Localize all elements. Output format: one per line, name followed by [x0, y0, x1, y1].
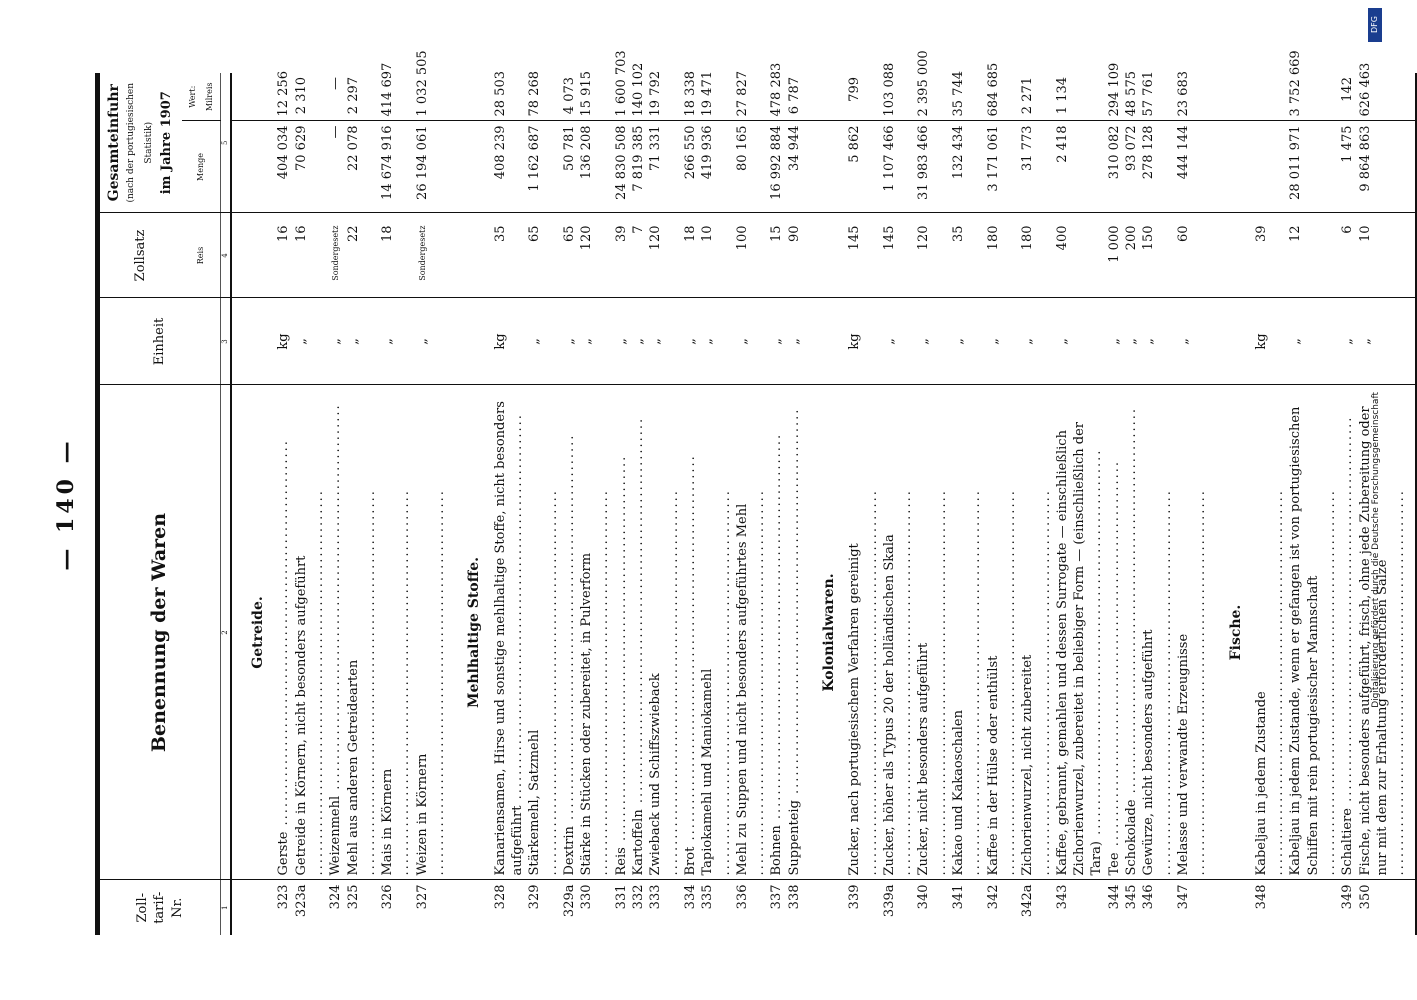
table-row [327, 73, 344, 935]
table-row [985, 73, 1020, 935]
duty-rate: 10 [1357, 213, 1416, 298]
unit: „ [1339, 298, 1356, 385]
import-quantity: 1 107 466 [881, 121, 916, 213]
header-value: Wert: Milreis [187, 82, 214, 112]
unit: kg [275, 298, 292, 385]
section-spacer [448, 298, 491, 385]
table-row [881, 73, 916, 935]
unit: „ [768, 298, 785, 385]
duty-rate: Sondergesetz [327, 213, 344, 298]
tariff-number: 324 [327, 880, 344, 935]
duty-rate: 400 [1054, 213, 1106, 298]
unit: „ [414, 298, 449, 385]
section-title: Getreide. [231, 385, 275, 880]
unit: „ [630, 298, 647, 385]
duty-rate: 145 [881, 213, 916, 298]
goods-description: Weizen in Körnern ..... [414, 385, 449, 880]
table-row [1019, 73, 1054, 935]
import-value: 2 297 [345, 76, 361, 115]
unit: „ [1287, 298, 1339, 385]
duty-rate: 100 [734, 213, 769, 298]
unit: „ [1054, 298, 1106, 385]
import-value: 684 685 [985, 62, 1001, 117]
import-quantity: 80 165 [734, 121, 769, 213]
import-value: 103 088 [881, 62, 897, 117]
table-row [1123, 73, 1140, 935]
section-spacer [231, 73, 275, 121]
section-spacer [1210, 121, 1253, 213]
duty-rate: 10 [699, 213, 734, 298]
goods-description: Zichorienwurzel, nicht zubereitet ..... [1019, 385, 1054, 880]
duty-rate: 65 [526, 213, 561, 298]
section-spacer [448, 213, 491, 298]
unit: „ [734, 298, 769, 385]
unit: „ [293, 298, 328, 385]
unit: „ [1019, 298, 1054, 385]
import-quantity: 26 194 061 [414, 121, 449, 213]
goods-description: Kartoffeln ..... [630, 385, 647, 880]
duty-rate: 22 [345, 213, 380, 298]
duty-rate: 7 [630, 213, 647, 298]
goods-description: Kaffee, gebrannt, gemahlen und dessen Surrogate — einschließlich Zichorienwurzel, zubereitet in beliebiger Form — (einschließlich der Tara) ..... [1054, 385, 1106, 880]
header-tariff-nr: Zoll-tarif-Nr. [98, 880, 221, 935]
import-value: 799 [847, 76, 863, 102]
import-value: 4 073 [561, 76, 577, 115]
duty-rate: 120 [915, 213, 950, 298]
duty-rate: 39 [1253, 213, 1288, 298]
unit: „ [786, 298, 803, 385]
header-total-import-title: Gesamteinfuhr [106, 84, 123, 202]
colnum-4: 4 [221, 213, 232, 298]
import-quantity: 22 078 [345, 121, 380, 213]
import-quantity: 28 011 971 [1287, 121, 1339, 213]
header-duty-currency: Reis [182, 213, 221, 298]
unit: „ [1357, 298, 1416, 385]
unit: „ [327, 298, 344, 385]
colnum-2: 2 [221, 385, 232, 880]
import-value: 35 744 [951, 71, 967, 117]
table-row [1140, 73, 1175, 935]
import-value: 23 683 [1175, 71, 1191, 117]
tariff-number: 334 [682, 880, 699, 935]
import-value: 140 102 [631, 62, 647, 117]
import-value: 142 [1340, 76, 1356, 102]
import-quantity: 5 862 [846, 121, 881, 213]
duty-rate: 39 [613, 213, 630, 298]
tariff-number: 335 [699, 880, 734, 935]
import-quantity: 1 475 [1339, 121, 1356, 213]
tariff-number: 343 [1054, 880, 1106, 935]
tariff-number: 329 [526, 880, 561, 935]
import-quantity: 31 983 466 [915, 121, 950, 213]
table-row [950, 73, 985, 935]
unit: „ [1106, 298, 1123, 385]
unit: „ [345, 298, 380, 385]
goods-description: Tapiokamehl und Maniokamehl ..... [699, 385, 734, 880]
goods-description: Bohnen ..... [768, 385, 785, 880]
duty-rate: 150 [1140, 213, 1175, 298]
tariff-number: 350 [1357, 880, 1416, 935]
duty-rate: 60 [1175, 213, 1210, 298]
goods-description: Kanariensamen, Hirse und sonstige mehlhaltige Stoffe, nicht besonders aufgeführt ..... [492, 385, 527, 880]
tariff-number: 325 [345, 880, 380, 935]
section-title: Fische. [1210, 385, 1253, 880]
header-total-import [98, 73, 182, 213]
section-spacer [803, 213, 846, 298]
unit: „ [699, 298, 734, 385]
import-quantity: 310 082 [1106, 121, 1123, 213]
goods-description: Zucker, nach portugiesischem Verfahren gereinigt ..... [846, 385, 881, 880]
import-quantity: 1 162 687 [526, 121, 561, 213]
header-unit: Einheit [98, 298, 221, 385]
section-spacer [1210, 298, 1253, 385]
unit: „ [613, 298, 630, 385]
goods-description: Dextrin ..... [561, 385, 578, 880]
import-value: 18 338 [682, 71, 698, 117]
unit: kg [1253, 298, 1288, 385]
section-spacer [803, 298, 846, 385]
import-value: 6 787 [786, 76, 802, 115]
section-spacer [1210, 213, 1253, 298]
duty-rate: 18 [682, 213, 699, 298]
tariff-number: 326 [379, 880, 414, 935]
goods-description: Getreide in Körnern, nicht besonders aufgeführt ..... [293, 385, 328, 880]
table-row [613, 73, 630, 935]
goods-description: Schokolade ..... [1123, 385, 1140, 880]
duty-rate: 120 [578, 213, 613, 298]
tariff-number: 340 [915, 880, 950, 935]
table-row [1339, 73, 1356, 935]
goods-description: Tee ..... [1106, 385, 1123, 880]
import-quantity: 34 944 [786, 121, 803, 213]
goods-description: Stärke in Stücken oder zubereitet, in Pulverform ..... [578, 385, 613, 880]
tariff-number: 331 [613, 880, 630, 935]
unit: „ [379, 298, 414, 385]
digitization-credit: Digitalisierung gefördert durch die Deutsche Forschungsgemeinschaft [1371, 392, 1381, 708]
tariff-number: 347 [1175, 880, 1210, 935]
import-value: 1 032 505 [414, 50, 430, 117]
table-row [492, 73, 527, 935]
import-value: 626 463 [1357, 62, 1373, 117]
tariff-number: 344 [1106, 880, 1123, 935]
import-value: 2 271 [1020, 76, 1036, 115]
duty-rate: 35 [492, 213, 527, 298]
tariff-table [95, 50, 1417, 935]
goods-description: Kabeljau in jedem Zustande ..... [1253, 385, 1288, 880]
table-row [345, 73, 380, 935]
goods-description: Brot ..... [682, 385, 699, 880]
colnum-1: 1 [221, 880, 232, 935]
tariff-number [1287, 880, 1339, 935]
goods-description: Schaltiere ..... [1339, 385, 1356, 880]
header-total-import-year: im Jahre 1907 [159, 91, 175, 195]
table-row [915, 73, 950, 935]
goods-description: Gerste ..... [275, 385, 292, 880]
table-row [578, 73, 613, 935]
unit: „ [647, 298, 682, 385]
goods-description: Reis ..... [613, 385, 630, 880]
duty-rate: 120 [647, 213, 682, 298]
tariff-number: 336 [734, 880, 769, 935]
import-quantity: 31 773 [1019, 121, 1054, 213]
table-row [1054, 73, 1106, 935]
import-value: 1 600 703 [613, 50, 629, 117]
tariff-number: 323 [275, 880, 292, 935]
goods-description: Stärkemehl, Satzmehl ..... [526, 385, 561, 880]
unit: „ [561, 298, 578, 385]
import-value: 27 827 [734, 71, 750, 117]
colnum-5: 5 [221, 73, 232, 213]
duty-rate: 200 [1123, 213, 1140, 298]
section-heading-row [448, 73, 491, 935]
import-value: 294 109 [1106, 62, 1122, 117]
table-row [1253, 73, 1288, 935]
tariff-number: 339a [881, 880, 916, 935]
section-spacer [448, 880, 491, 935]
header-goods-name: Benennung der Waren [98, 385, 221, 880]
import-value: 12 256 [276, 71, 292, 117]
unit: „ [682, 298, 699, 385]
table-row [379, 73, 414, 935]
unit: „ [1175, 298, 1210, 385]
goods-description: Mais in Körnern ..... [379, 385, 414, 880]
table-row [414, 73, 449, 935]
duty-rate: 18 [379, 213, 414, 298]
duty-rate: 180 [985, 213, 1020, 298]
import-quantity: 24 830 508 [613, 121, 630, 213]
tariff-number: 330 [578, 880, 613, 935]
section-spacer [1210, 880, 1253, 935]
tariff-number: 348 [1253, 880, 1288, 935]
tariff-number: 327 [414, 880, 449, 935]
duty-rate: 145 [846, 213, 881, 298]
goods-description: Weizenmehl ..... [327, 385, 344, 880]
import-quantity: 136 208 [578, 121, 613, 213]
section-spacer [448, 121, 491, 213]
duty-rate: Sondergesetz [414, 213, 449, 298]
duty-rate: 15 [768, 213, 785, 298]
section-title: Mehlhaltige Stoffe. [448, 385, 491, 880]
section-spacer [803, 121, 846, 213]
section-spacer [231, 121, 275, 213]
import-quantity: 70 629 [293, 121, 328, 213]
header-quantity: Menge [182, 121, 221, 213]
import-quantity: 444 144 [1175, 121, 1210, 213]
goods-description: Mehl zu Suppen und nicht besonders aufgeführtes Mehl ..... [734, 385, 769, 880]
goods-description: Zucker, höher als Typus 20 der holländischen Skala ..... [881, 385, 916, 880]
tariff-number: 342a [1019, 880, 1054, 935]
import-value: 478 283 [769, 62, 785, 117]
import-quantity: 132 434 [950, 121, 985, 213]
import-value: 2 310 [293, 76, 309, 115]
tariff-number: 345 [1123, 880, 1140, 935]
unit: „ [578, 298, 613, 385]
tariff-number: 337 [768, 880, 785, 935]
import-quantity: 71 331 [647, 121, 682, 213]
import-quantity: — [327, 121, 344, 213]
import-value: 1 134 [1054, 76, 1070, 115]
import-quantity: 2 418 [1054, 121, 1106, 213]
goods-description: Kaffee in der Hülse oder enthülst ..... [985, 385, 1020, 880]
tariff-number: 328 [492, 880, 527, 935]
import-value: 15 915 [579, 71, 595, 117]
import-value: 2 395 000 [916, 50, 932, 117]
import-value: 57 761 [1141, 71, 1157, 117]
tariff-number: 342 [985, 880, 1020, 935]
import-quantity: 93 072 [1123, 121, 1140, 213]
tariff-number: 323a [293, 880, 328, 935]
import-value: 48 575 [1124, 71, 1140, 117]
duty-rate: 180 [1019, 213, 1054, 298]
header-total-import-sub: (nach der portugiesischen Statistik) [126, 82, 154, 203]
import-quantity: 7 819 385 [630, 121, 647, 213]
unit: „ [950, 298, 985, 385]
import-quantity [1253, 121, 1288, 213]
goods-description: Fische, nicht besonders aufgeführt, frisch, ohne jede Zubereitung oder nur mit dem zur Erhaltung erforderlichen Salze ..... [1357, 385, 1416, 880]
duty-rate: 16 [275, 213, 292, 298]
import-quantity: 16 992 884 [768, 121, 785, 213]
import-value: 414 697 [380, 62, 396, 117]
goods-description: Zucker, nicht besonders aufgeführt ..... [915, 385, 950, 880]
import-quantity: 3 171 061 [985, 121, 1020, 213]
duty-rate: 12 [1287, 213, 1339, 298]
import-quantity: 266 550 [682, 121, 699, 213]
table-row [1175, 73, 1210, 935]
unit: „ [915, 298, 950, 385]
unit: „ [1123, 298, 1140, 385]
tariff-number: 346 [1140, 880, 1175, 935]
unit: „ [526, 298, 561, 385]
import-quantity: 419 936 [699, 121, 734, 213]
table-row [630, 73, 647, 935]
section-spacer [231, 213, 275, 298]
duty-rate: 16 [293, 213, 328, 298]
section-spacer [803, 73, 846, 121]
table-row [682, 73, 699, 935]
tariff-number: 349 [1339, 880, 1356, 935]
section-heading-row [803, 73, 846, 935]
import-value: 3 752 669 [1288, 50, 1304, 117]
unit: kg [492, 298, 527, 385]
tariff-number: 333 [647, 880, 682, 935]
duty-rate: 90 [786, 213, 803, 298]
table-row [768, 73, 785, 935]
section-heading-row [231, 73, 275, 935]
duty-rate: 65 [561, 213, 578, 298]
goods-description: Mehl aus anderen Getreidearten ..... [345, 385, 380, 880]
import-quantity: 408 239 [492, 121, 527, 213]
duty-rate: 1 000 [1106, 213, 1123, 298]
tariff-number: 332 [630, 880, 647, 935]
import-quantity: 404 034 [275, 121, 292, 213]
dfg-logo: DFG [1368, 8, 1382, 42]
import-quantity: 14 674 916 [379, 121, 414, 213]
goods-description: Zwieback und Schiffszwieback ..... [647, 385, 682, 880]
unit: „ [985, 298, 1020, 385]
tariff-number: 338 [786, 880, 803, 935]
unit: kg [846, 298, 881, 385]
duty-rate: 35 [950, 213, 985, 298]
table-row [786, 73, 803, 935]
import-quantity: 50 781 [561, 121, 578, 213]
section-heading-row [1210, 73, 1253, 935]
duty-rate: 6 [1339, 213, 1356, 298]
section-spacer [1210, 73, 1253, 121]
import-value: — [328, 76, 344, 90]
header-duty-rate: Zollsatz [98, 213, 182, 298]
goods-description: Melasse und verwandte Erzeugnisse ..... [1175, 385, 1210, 880]
table-row [647, 73, 682, 935]
goods-description: Kakao und Kakaoschalen ..... [950, 385, 985, 880]
table-row [275, 73, 292, 935]
tariff-number: 329a [561, 880, 578, 935]
section-spacer [231, 880, 275, 935]
table-row [1106, 73, 1123, 935]
import-value: 19 471 [700, 71, 716, 117]
table-row [1287, 73, 1339, 935]
page-number: — 140 — [53, 437, 79, 571]
import-quantity: 278 128 [1140, 121, 1175, 213]
import-value [1253, 73, 1288, 121]
table-row [561, 73, 578, 935]
goods-description: Kabeljau in jedem Zustande, wenn er gefangen ist von portugiesischen Schiffen mit rein portugiesischer Mannschaft ..... [1287, 385, 1339, 880]
table-row [699, 73, 734, 935]
tariff-number: 339 [846, 880, 881, 935]
section-spacer [231, 298, 275, 385]
colnum-3: 3 [221, 298, 232, 385]
tariff-number: 341 [950, 880, 985, 935]
table-row [846, 73, 881, 935]
goods-description: Gewürze, nicht besonders aufgeführt ..... [1140, 385, 1175, 880]
table-row [734, 73, 769, 935]
import-value: 78 268 [527, 71, 543, 117]
unit: „ [1140, 298, 1175, 385]
table-row [1357, 73, 1416, 935]
unit: „ [881, 298, 916, 385]
table-row [293, 73, 328, 935]
section-title: Kolonialwaren. [803, 385, 846, 880]
section-spacer [803, 880, 846, 935]
import-value: 28 503 [492, 71, 508, 117]
import-value: 19 792 [648, 71, 664, 117]
section-spacer [448, 73, 491, 121]
import-quantity: 9 864 863 [1357, 121, 1416, 213]
table-row [526, 73, 561, 935]
goods-description: Suppenteig ..... [786, 385, 803, 880]
